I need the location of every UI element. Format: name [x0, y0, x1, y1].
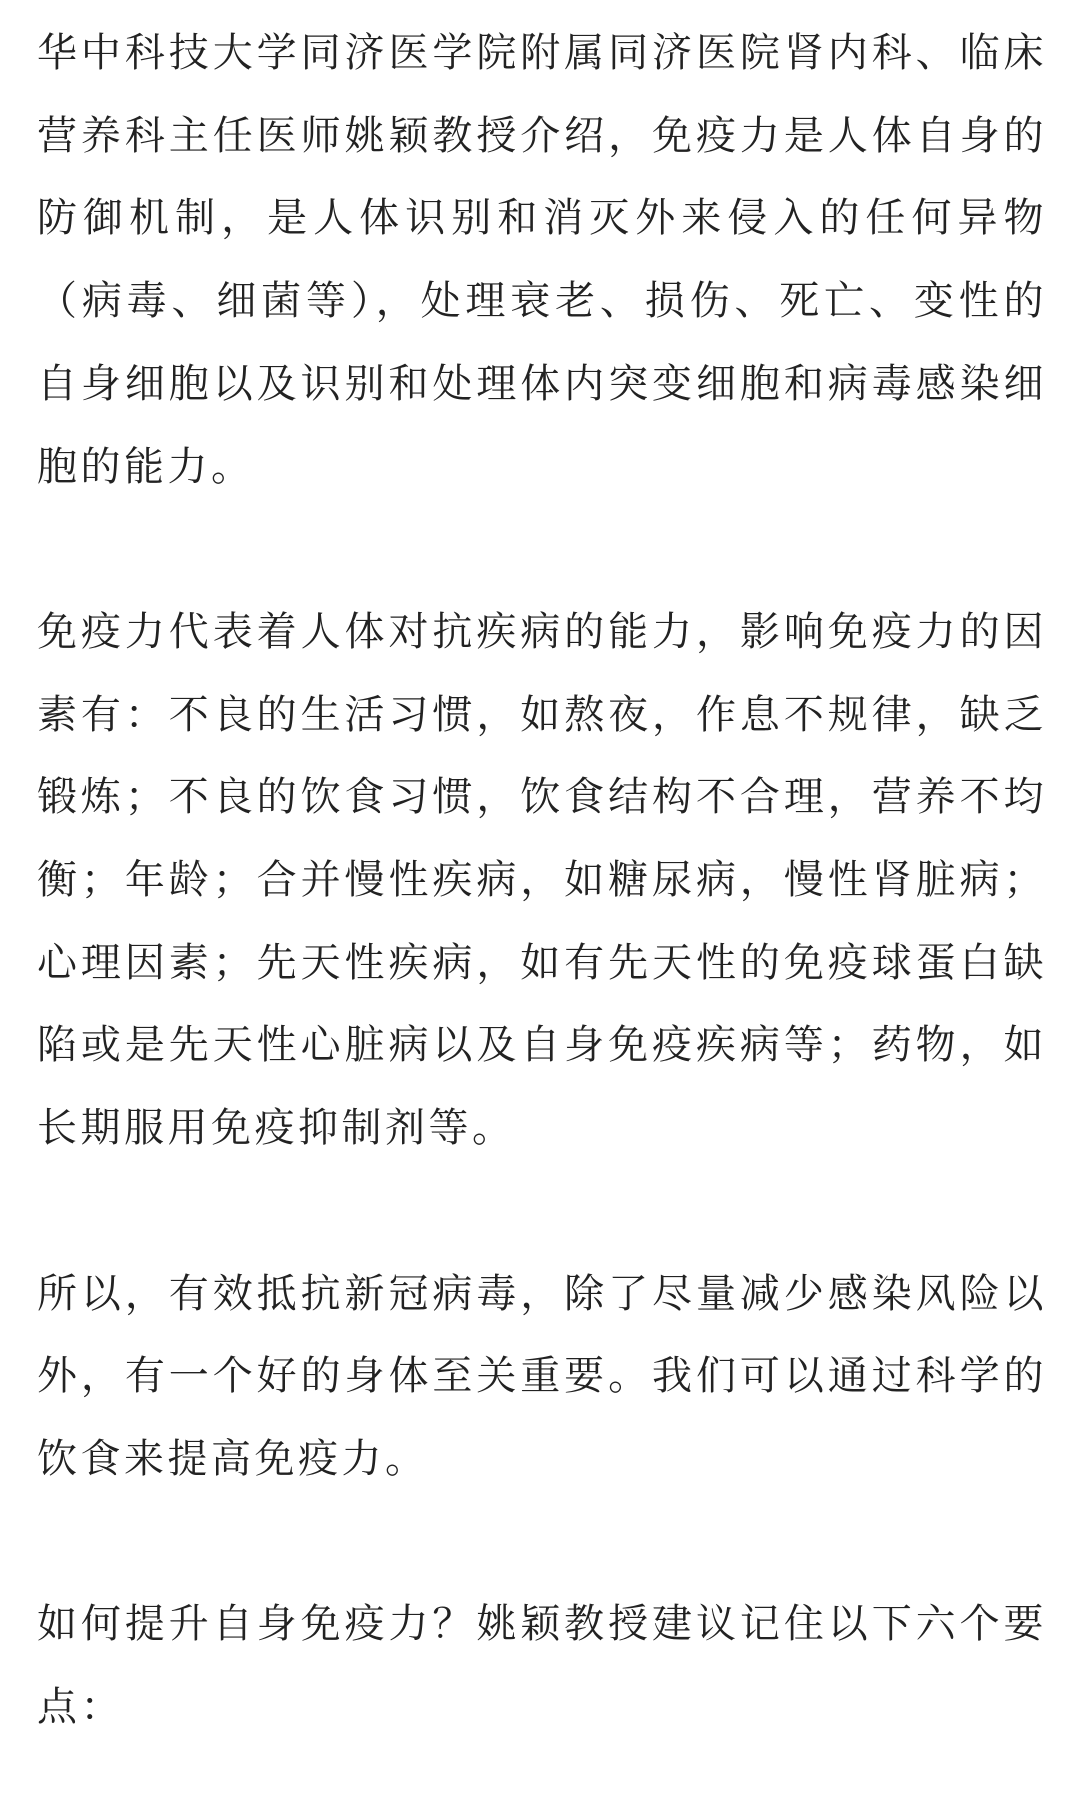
paragraph-covid-resistance: 所以，有效抵抗新冠病毒，除了尽量减少感染风险以外，有一个好的身体至关重要。我们可以通过科学的饮食来提高免疫力。: [37, 1270, 1047, 1482]
paragraph-six-points-intro: 如何提升自身免疫力？姚颖教授建议记住以下六个要点：: [37, 1601, 1047, 1731]
paragraph-immunity-definition: 华中科技大学同济医学院附属同济医院肾内科、临床营养科主任医师姚颖教授介绍，免疫力是人体自身的防御机制，是人体识别和消灭外来侵入的任何异物（病毒、细菌等），处理衰老、损伤、死亡、变性的自身细胞以及识别和处理体内突变细胞和病毒感染细胞的能力。: [37, 30, 1047, 490]
article-body: [37, 12, 1047, 1749]
paragraph-immunity-factors: 免疫力代表着人体对抗疾病的能力，影响免疫力的因素有：不良的生活习惯，如熬夜，作息不规律，缺乏锻炼；不良的饮食习惯，饮食结构不合理，营养不均衡；年龄；合并慢性疾病，如糖尿病，慢性肾脏病；心理因素；先天性疾病，如有先天性的免疫球蛋白缺陷或是先天性心脏病以及自身免疫疾病等；药物，如长期服用免疫抑制剂等。: [37, 608, 1047, 1152]
